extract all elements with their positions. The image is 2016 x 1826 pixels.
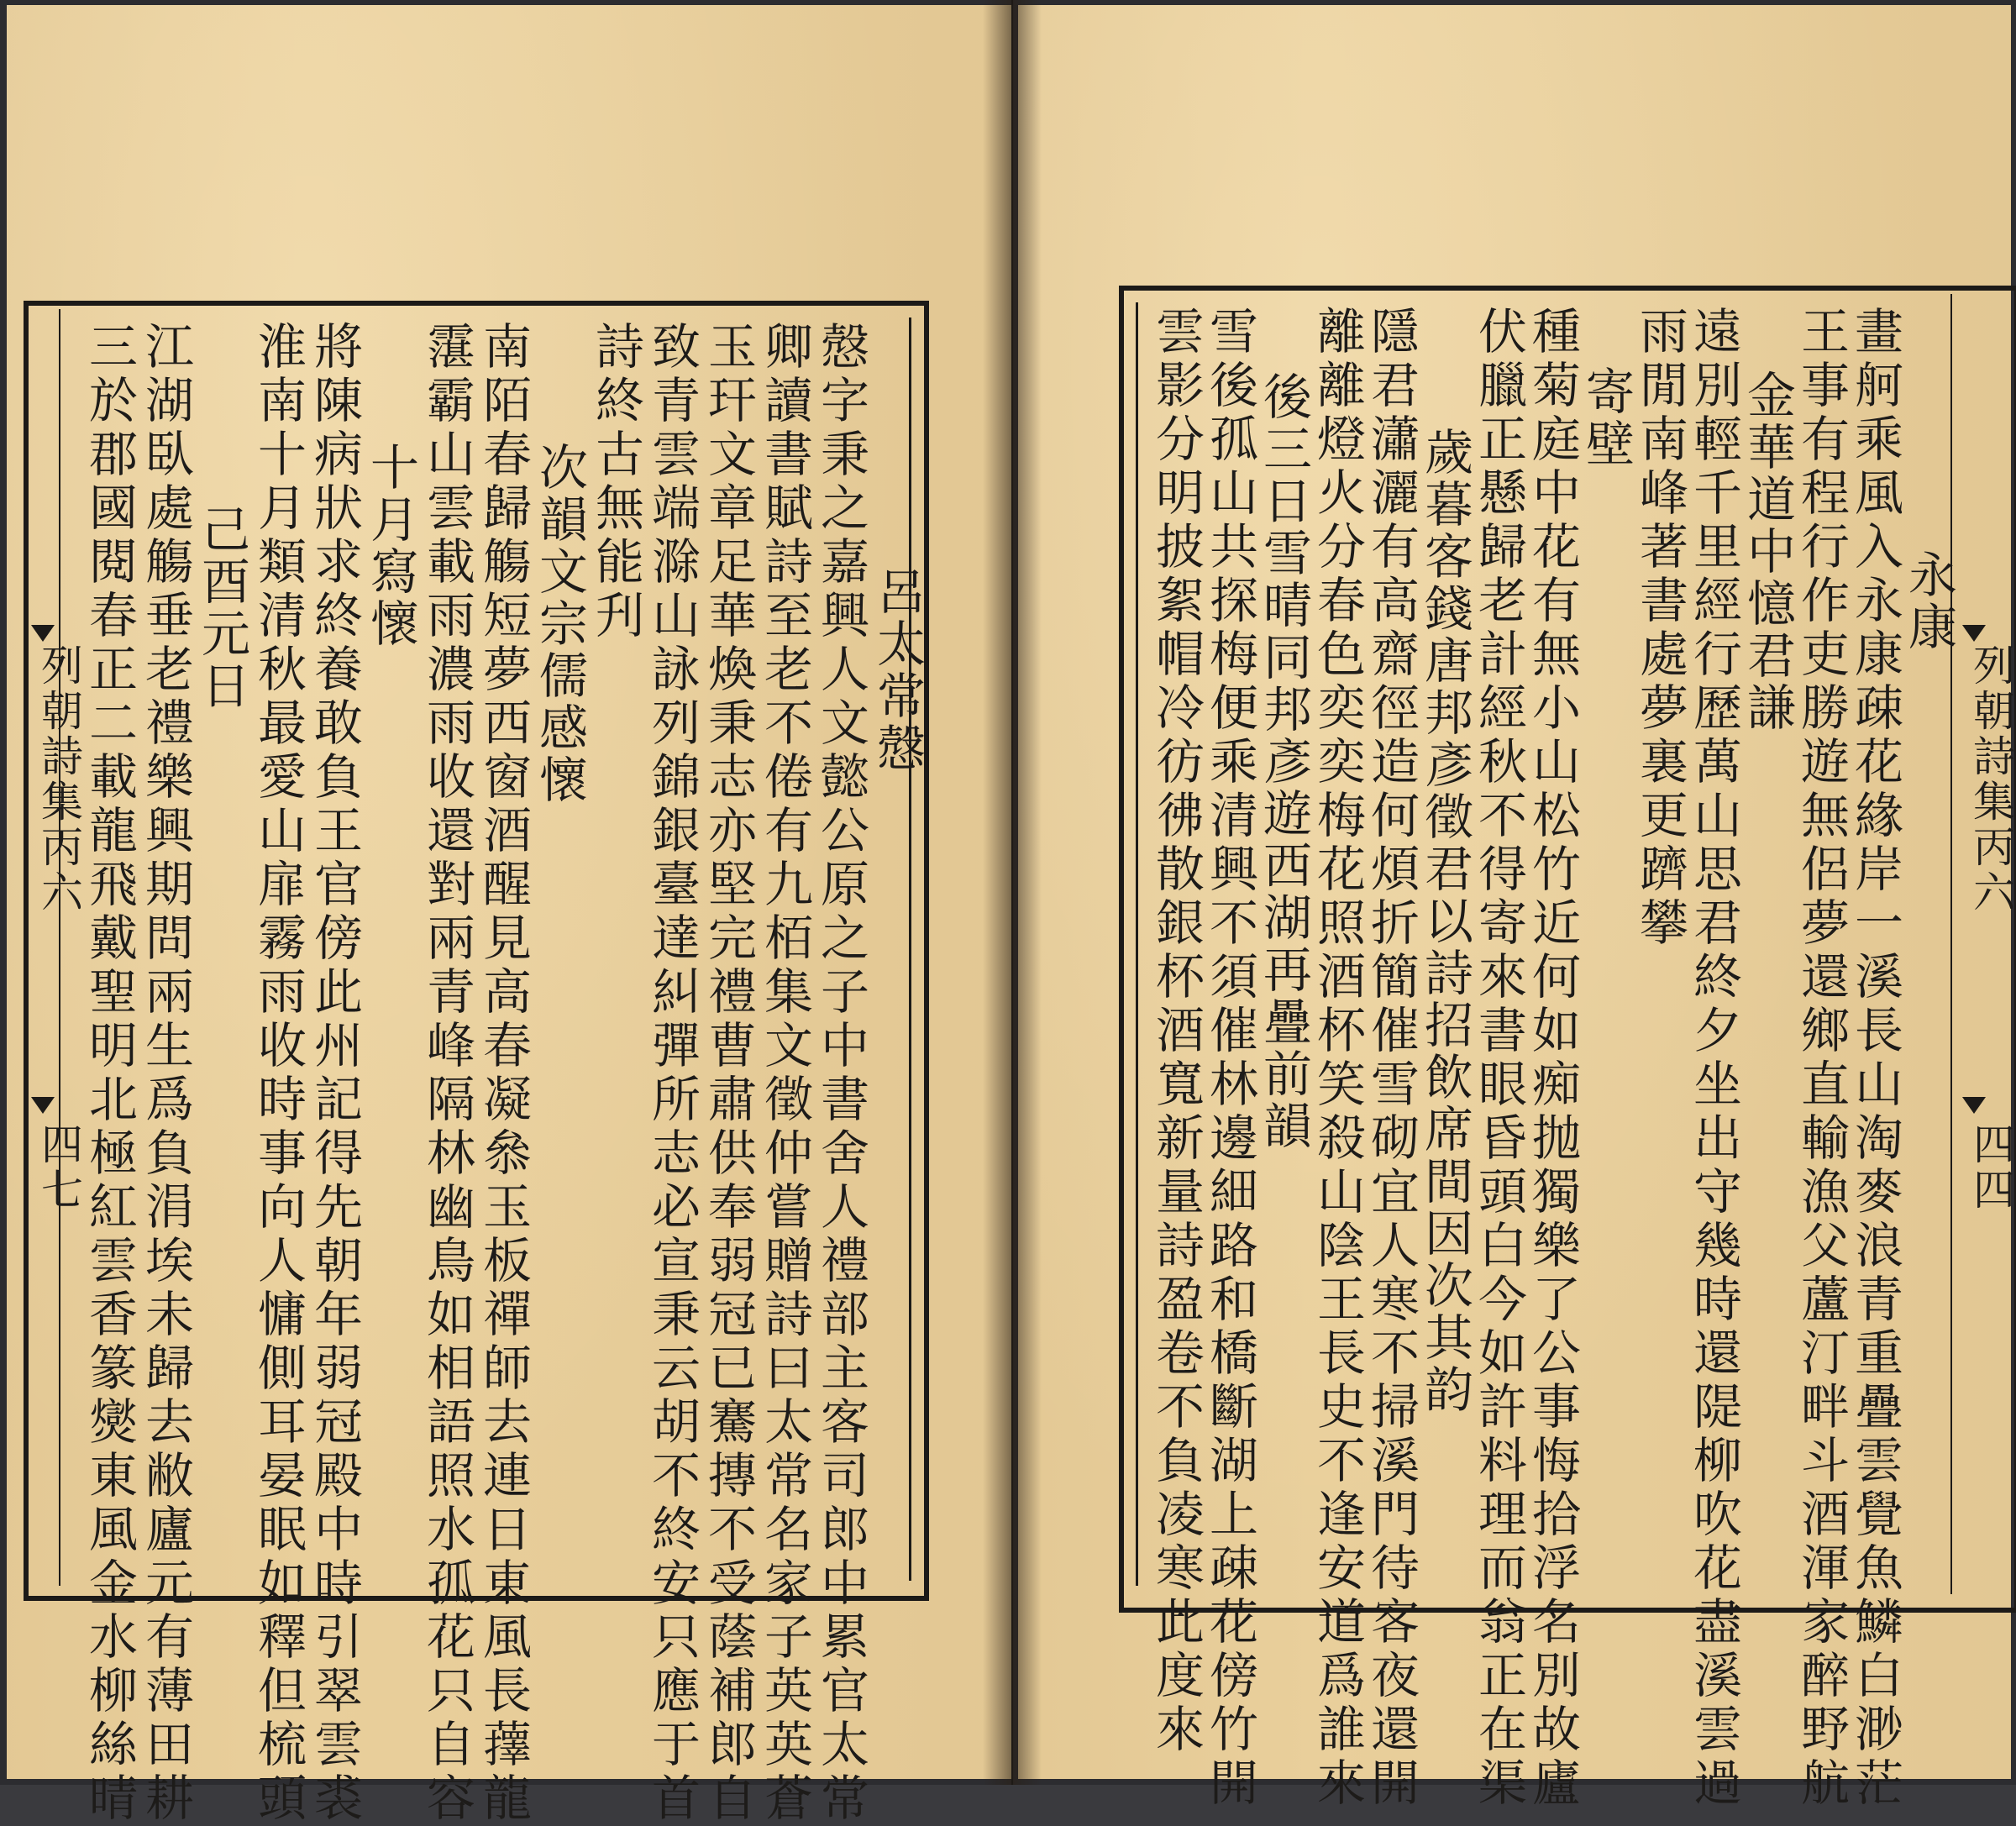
left-page — [7, 5, 1011, 1826]
right-fish-tail-lower — [1962, 1097, 1986, 1114]
right-page-column-6: 歲暮客錢唐邦彥徵君以詩招飲席間因次其韵 — [1416, 427, 1473, 1416]
left-page-column-5: 將陳病狀求終養敢負王官傍此州記得先朝年弱冠殿中時引翠雲裘 — [306, 321, 363, 1826]
left-page-column-7: 霮霸山雲載雨濃雨收還對兩青峰隔林幽鳥如相語照水孤花只自容 — [418, 321, 475, 1826]
left-page-column-2: 江湖臥處觴垂老禮樂興期問兩生爲負涓埃未歸去敝廬元有薄田耕 — [137, 321, 194, 1826]
left-banxin-rule — [59, 309, 60, 1586]
right-page-column-9: 寄壁 — [1578, 366, 1635, 470]
left-page-column-3: 己酉元日 — [193, 504, 250, 712]
right-page-column-13: 王事有程行作吏勝遊無侶夢還鄉直輸漁父蘆汀畔斗酒渾家醉野航 — [1793, 306, 1850, 1811]
right-margin-folio: 四四 — [1966, 1122, 2015, 1213]
right-page-column-14: 畫舸乘風入永康疎花緣岸一溪長山淘麥浪青重疊雲覺魚鱗白渺茫 — [1846, 306, 1903, 1811]
left-page-column-11: 致青雲端滁山詠列錦銀臺達糾彈所志必宣秉云胡不終安只應于首 — [643, 321, 701, 1826]
left-page-column-6: 十月寫懷 — [362, 442, 419, 650]
left-page-column-13: 卿讀書賦詩至老不倦有九栢集文徵仲嘗贈詩曰太常名家子英英蒼 — [756, 321, 813, 1826]
right-page-column-5: 隱君瀟灑有高齋徑造何煩折簡催雪砌宜人寒不掃溪門待客夜還開 — [1362, 306, 1420, 1811]
book-spine-shadow — [983, 0, 1042, 1785]
right-page-column-7: 伏臘正懸歸老計經秋不得寄來書眼昏頭白今如許料理而翁正在渠 — [1470, 306, 1527, 1811]
right-page-column-1: 雲影分明披絮帽冷彷彿散銀杯酒寬新量詩盈卷不負凌寒此度來 — [1147, 306, 1205, 1757]
left-frame-inner-rule — [909, 317, 911, 1581]
left-fish-tail-lower — [31, 1097, 55, 1114]
right-page-column-4: 離離燈火分春色奕奕梅花照酒杯笑殺山陰王長史不逢安道爲誰來 — [1309, 306, 1366, 1811]
left-page-column-10: 詩終古無能刋 — [587, 321, 644, 643]
left-page-column-9: 次韻文宗儒感懷 — [531, 442, 588, 806]
left-page-column-1: 三於郡國閱春正二載龍飛戴聖明北極紅雲香篆爕東風金水柳絲晴 — [81, 321, 138, 1826]
right-page-column-8: 種菊庭中花有無小山松竹近何如痴抛獨樂了公事悔拾浮名別故廬 — [1524, 306, 1581, 1811]
right-page — [1018, 5, 2015, 1811]
left-fish-tail-upper — [31, 625, 55, 642]
right-page-column-15: 永康 — [1900, 549, 1957, 653]
left-margin-folio: 四七 — [34, 1122, 83, 1213]
right-page-column-2: 雪後孤山共探梅便乘清興不須催林邊細路和橋斷湖上疎花傍竹開 — [1201, 306, 1258, 1811]
left-margin-title: 列朝詩集丙六 — [34, 643, 83, 916]
right-fish-tail-upper — [1962, 625, 1986, 642]
left-page-column-14: 慤字秉之嘉興人文懿公原之子中書舍人禮部主客司郎中累官太常 — [812, 321, 869, 1826]
left-page-column-15: 呂太常慤 — [869, 566, 926, 774]
left-page-column-8: 南陌春歸觴短夢西窗酒醒見高春凝叅玉板禪師去連日東風長蘀龍 — [475, 321, 532, 1826]
left-page-column-12: 玉玕文章足華煥秉志亦堅完禮曹肅供奉弱冠已騫摶不受蔭補郎自 — [700, 321, 757, 1826]
right-frame-inner-rule — [1136, 302, 1138, 1586]
right-page-column-10: 雨閒南峰著書處夢裏更躋攀 — [1631, 306, 1688, 951]
right-page-column-11: 遠別輕千里經行歷萬山思君終夕坐出守幾時還隄柳吹花盡溪雲過 — [1685, 306, 1742, 1811]
right-page-column-3: 後三日雪晴同邦彥遊西湖再疊前韻 — [1255, 371, 1312, 1152]
left-page-column-4: 淮南十月類清秋最愛山扉霧雨收時事向人慵側耳晏眠如釋但梳頭 — [249, 321, 307, 1826]
right-margin-title: 列朝詩集丙六 — [1966, 643, 2015, 916]
right-banxin-rule — [1950, 294, 1952, 1594]
right-page-column-12: 金華道中憶君謙 — [1739, 370, 1796, 734]
